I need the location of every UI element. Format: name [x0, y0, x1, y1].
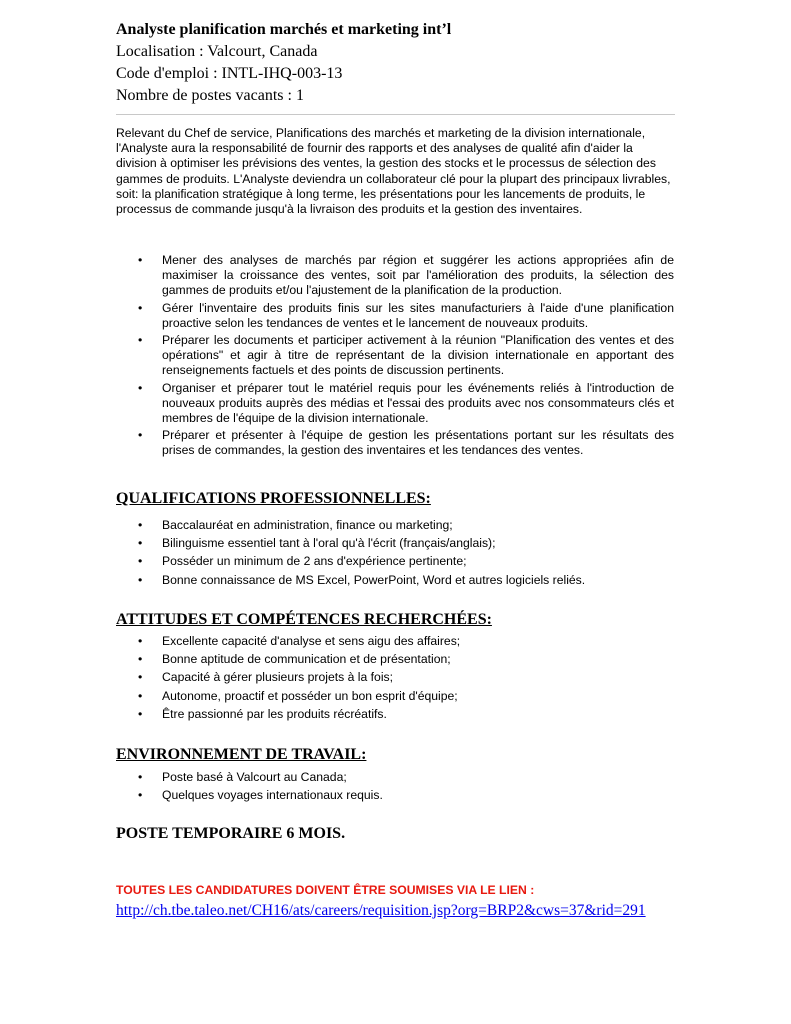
list-item	[116, 571, 676, 589]
list-item	[116, 428, 674, 458]
bullet-icon: •	[138, 572, 143, 587]
list-item	[116, 705, 676, 723]
bullet-icon: •	[138, 536, 143, 551]
list-item-text: Autonome, proactif et posséder un bon esprit d'équipe;	[162, 688, 458, 703]
bullet-icon: •	[138, 770, 143, 784]
temporary-position-notice: POSTE TEMPORAIRE 6 MOIS.	[116, 825, 346, 842]
list-item	[116, 301, 674, 331]
list-item-text: Préparer les documents et participer activement à la réunion "Planification des ventes et des opérations" et agir à titre de représentant de la division internationale en apportant des renseignements factuels et des points de discussion pertinents.	[162, 333, 674, 378]
list-item-text: Excellente capacité d'analyse et sens aigu des affaires;	[162, 634, 461, 648]
environment-heading: ENVIRONNEMENT DE TRAVAIL:	[116, 746, 367, 763]
bullet-icon: •	[138, 688, 143, 703]
bullet-icon: •	[138, 300, 143, 315]
list-item-text: Bonne connaissance de MS Excel, PowerPoint, Word et autres logiciels reliés.	[162, 572, 586, 587]
list-item	[116, 534, 676, 552]
list-item	[116, 650, 676, 668]
list-item-text: Posséder un minimum de 2 ans d'expérience pertinente;	[162, 554, 467, 569]
qualifications-list	[116, 516, 676, 589]
bullet-icon: •	[138, 554, 143, 569]
list-item-text: Bilinguisme essentiel tant à l'oral qu'à l'écrit (français/anglais);	[162, 536, 496, 551]
bullet-icon: •	[138, 634, 143, 648]
bullet-icon: •	[138, 670, 143, 685]
bullet-icon: •	[138, 428, 143, 443]
qualifications-heading: QUALIFICATIONS PROFESSIONNELLES:	[116, 490, 431, 507]
application-link[interactable]: http://ch.tbe.taleo.net/CH16/ats/careers/requisition.jsp?org=BRP2&cws=37&rid=291	[116, 902, 646, 919]
bullet-icon: •	[138, 706, 143, 721]
list-item	[116, 632, 676, 650]
list-item	[116, 552, 676, 570]
list-item-text: Préparer et présenter à l'équipe de gestion les présentations portant sur les résultats des prises de commandes, la gestion des inventaires et les tendances des ventes.	[162, 428, 674, 458]
list-item-text: Être passionné par les produits récréatifs.	[162, 706, 387, 721]
bullet-icon: •	[138, 253, 143, 267]
bullet-icon: •	[138, 518, 143, 532]
bullet-icon: •	[138, 333, 143, 348]
list-item	[116, 516, 676, 534]
list-item	[116, 668, 676, 686]
list-item-text: Mener des analyses de marchés par région et suggérer les actions appropriées afin de maximiser la croissance des ventes, soit par l'amélioration des produits, la sélection des gammes de produits et/ou l'ajustement de la planification de la production.	[162, 253, 674, 298]
list-item-text: Gérer l'inventaire des produits finis sur les sites manufacturiers à l'aide d'une planification proactive selon les tendances de ventes et le lancement de nouveaux produits.	[162, 300, 674, 330]
list-item-text: Poste basé à Valcourt au Canada;	[162, 770, 347, 784]
list-item	[116, 381, 674, 427]
list-item-text: Quelques voyages internationaux requis.	[162, 788, 383, 803]
attitudes-heading: ATTITUDES ET COMPÉTENCES RECHERCHÉES:	[116, 611, 492, 628]
list-item-text: Capacité à gérer plusieurs projets à la fois;	[162, 670, 394, 685]
bullet-icon: •	[138, 788, 143, 803]
list-item-text: Baccalauréat en administration, finance ou marketing;	[162, 518, 453, 532]
list-item	[116, 768, 676, 786]
header-divider	[116, 114, 675, 115]
apply-instructions: TOUTES LES CANDIDATURES DOIVENT ÊTRE SOUMISES VIA LE LIEN :	[116, 883, 535, 897]
list-item-text: Bonne aptitude de communication et de présentation;	[162, 652, 451, 667]
job-location: Localisation : Valcourt, Canada	[116, 43, 318, 60]
list-item	[116, 333, 674, 379]
bullet-icon: •	[138, 380, 143, 395]
job-code: Code d'emploi : INTL-IHQ-003-13	[116, 65, 343, 82]
responsibilities-list	[116, 253, 674, 461]
list-item	[116, 253, 674, 299]
attitudes-list	[116, 632, 676, 723]
list-item-text: Organiser et préparer tout le matériel requis pour les événements reliés à l'introduction de nouveaux produits auprès des médias et l'essai des produits avec nos consommateurs clés et membres de l'équipe de la division internationale.	[162, 380, 674, 426]
job-openings: Nombre de postes vacants : 1	[116, 87, 304, 104]
intro-paragraph: Relevant du Chef de service, Planifications des marchés et marketing de la division internationale, l'Analyste aura la responsabilité de fournir des rapports et des analyses de qualité afin d'aider la division à optimiser les prévisions des ventes, la gestion des stocks et le processus de sélection des gammes de produits. L'Analyste deviendra un collaborateur clé pour la plupart des principaux livrables, soit: la planification stratégique à long terme, les présentations pour les lancements de produits, le processus de commande jusqu'à la livraison des produits et la gestion des inventaires.	[116, 126, 671, 217]
job-title: Analyste planification marchés et marketing int’l	[116, 21, 452, 38]
list-item	[116, 687, 676, 705]
list-item	[116, 786, 676, 804]
bullet-icon: •	[138, 652, 143, 667]
environment-list	[116, 768, 676, 804]
